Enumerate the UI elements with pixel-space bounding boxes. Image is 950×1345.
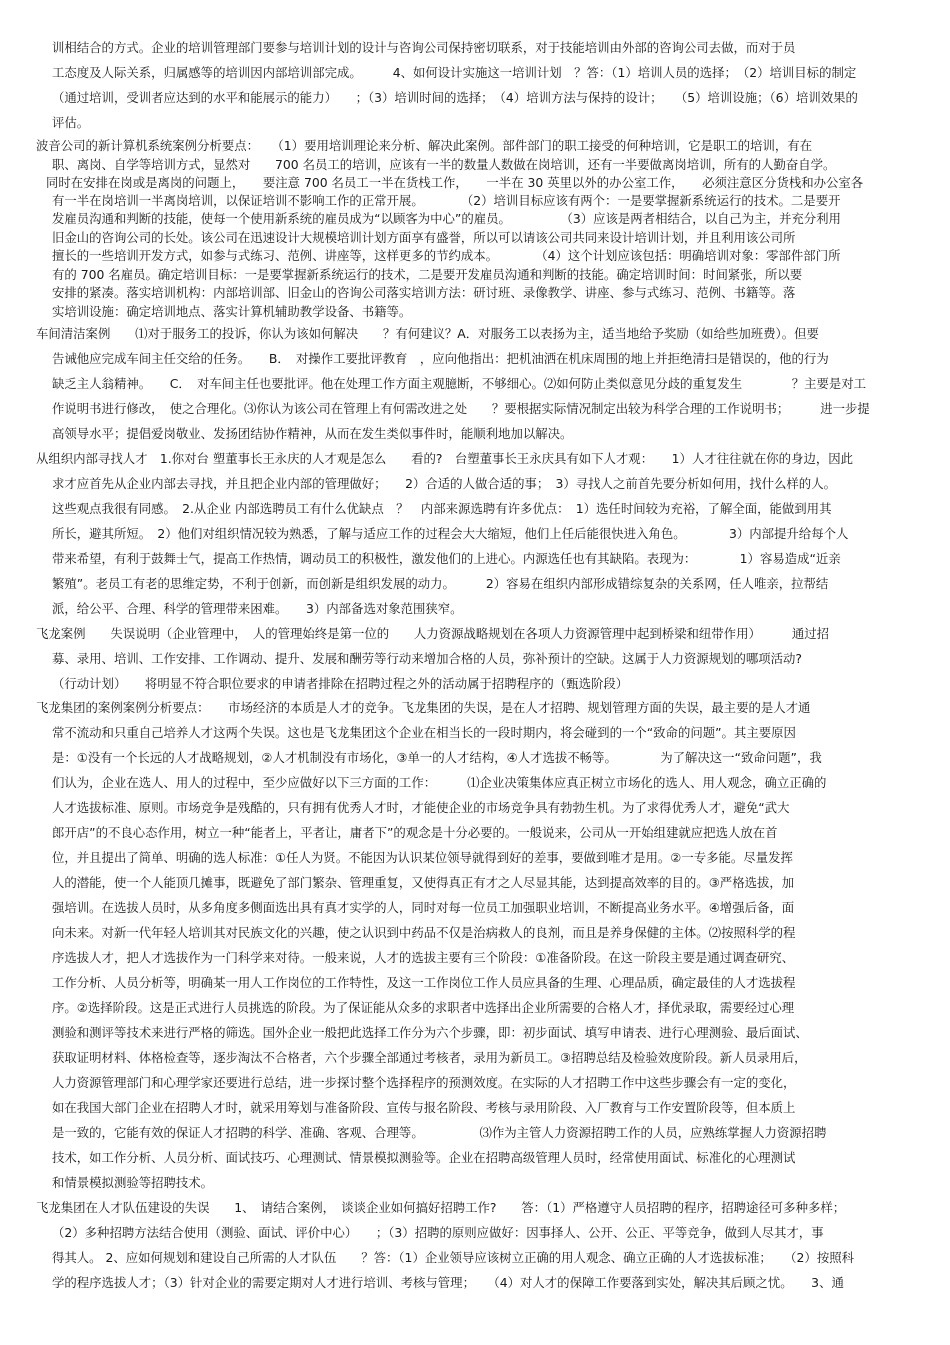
text-line: 高领导水平；提倡爱岗敬业、发扬团结协作精神，从而在发生类似事件时，能顺利地加以解决。 [52,426,573,441]
text-line: 告诫他应完成车间主任交给的任务。 B． 对操作工要批评教育 ，应向他指出：把机油洒在机床周围的地上并拒绝清扫是错误的，他的行为 [52,351,829,366]
text-line: 人的潜能，使一个人能顶几摊事，既避免了部门繁杂、管理重复，又使得真正有才之人尽显其能，达到提高效率的目的。③严格选拔，加 [52,875,795,890]
text-line: 如在我国大部门企业在招聘人才时，就采用筹划与准备阶段、宣传与报名阶段、考核与录用阶段、入厂教育与工作安置阶段等，但本质上 [52,1100,796,1115]
text-line: 作说明书进行修改， 使之合理化。⑶你认为该公司在管理上有何需改进之处 ？要根据实际情况制定出较为科学合理的工作说明书； 进一步提 [52,401,870,416]
text-line: 繁殖”。老员工有老的思维定势，不利于创新，而创新是组织发展的动力。 2）容易在组织内部形成错综复杂的关系网，任人唯亲，拉帮结 [52,576,829,591]
text-line: 和情景模拟测验等招聘技术。 [52,1175,214,1190]
text-line: 是一致的，它能有效的保证人才招聘的科学、准确、客观、合理等。 ⑶作为主管人力资源招聘工作的人员，应熟练掌握人力资源招聘 [52,1125,827,1140]
text-line: 旧金山的咨询公司的长处。该公司在迅速设计大规模培训计划方面享有盛誉，所以可以请该公司共同来设计培训计划，并且利用该公司所 [52,230,796,245]
text-line: 车间清洁案例 ⑴对于服务工的投诉，你认为该如何解决 ？有何建议？A．对服务工以表扬为主，适当地给予奖励（如给些加班费）。但要 [36,326,819,341]
text-line: 波音公司的新计算机系统案例分析要点： （1）要用培训理论来分析、解决此案例。部件部门的职工接受的何种培训，它是职工的培训，有在 [36,138,813,153]
text-line: 求才应首先从企业内部去寻找，并且把企业内部的管理做好； 2）合适的人做合适的事； 3）寻找人之前首先要分析如何用，找什么样的人。 [52,476,836,491]
text-line: 发雇员沟通和判断的技能，使每一个使用新系统的雇员成为“以顾客为中心”的雇员。 （3）应该是两者相结合，以自己为主，并充分利用 [52,211,841,226]
text-line: 训相结合的方式。企业的培训管理部门要参与培训计划的设计与咨询公司保持密切联系，对于技能培训由外部的咨询公司去做，而对于员 [52,40,796,55]
text-line: 安排的紧凑。落实培训机构：内部培训部、旧金山的咨询公司落实培训方法：研讨班、录像教学、讲座、参与式练习、范例、书籍等。落 [52,285,796,300]
text-line: 同时在安排在岗或是离岗的问题上， 要注意 700 名员工一半在货栈工作， 一半在 30 英里以外的办公室工作， 必须注意区分货栈和办公室各 [46,175,864,190]
text-line: 得其人。 2、应如何规划和建设自己所需的人才队伍 ？答：（1）企业领导应该树立正确的用人观念、确立正确的人才选拔标准； （2）按照科 [52,1250,854,1265]
text-line: 飞龙集团的案例案例分析要点： 市场经济的本质是人才的竞争。飞龙集团的失误，是在人才招聘、规划管理方面的失误，最主要的是人才通 [36,700,811,715]
text-line: 学的程序选拔人才；（3）针对企业的需要定期对人才进行培训、考核与管理； （4）对人才的保障工作要落到实处，解决其后顾之忧。 3、通 [52,1275,844,1290]
text-line: 向未来。对新一代年轻人培训其对民族文化的兴趣，使之认识到中药品不仅是治病救人的良剂，而且是养身保健的主体。⑵按照科学的程 [52,925,796,940]
text-line: 这些观点我很有同感。 2.从企业 内部选聘员工有什么优缺点 ？ 内部来源选聘有许多优点： 1）选任时间较为充裕，了解全面，能做到用其 [52,501,832,516]
text-line: 带来希望，有利于鼓舞士气，提高工作热情，调动员工的积极性，激发他们的上进心。内源选任也有其缺陷。表现为： 1）容易造成“近亲 [52,551,841,566]
text-line: （行动计划） 将明显不符合职位要求的申请者排除在招聘过程之外的活动属于招聘程序的（甄选阶段） [52,676,629,691]
text-line: 飞龙集团在人才队伍建设的失误 1、 请结合案例， 谈谈企业如何搞好招聘工作? 答：（1）严格遵守人员招聘的程序，招聘途径可多种多样； [36,1200,846,1215]
text-line: 人才选拔标准、原则。市场竞争是残酷的，只有拥有优秀人才时，才能使企业的市场竞争具有勃勃生机。为了求得优秀人才，避免“武大 [52,800,790,815]
text-line: 派，给公平、合理、科学的管理带来困难。 3）内部备选对象范围狭窄。 [52,601,463,616]
text-line: 强培训。在选拔人员时，从多角度多侧面选出具有真才实学的人，同时对每一位员工加强职业培训，不断提高业务水平。④增强后备，面 [52,900,795,915]
text-line: 序选拔人才，把人才选拔作为一门科学来对待。一般来说，人才的选拔主要有三个阶段：①准备阶段。在这一阶段主要是通过调查研究、 [52,950,795,965]
text-line: 们认为，企业在选人、用人的过程中，至少应做好以下三方面的工作： ⑴企业决策集体应真正树立市场化的选人、用人观念，确立正确的 [52,775,827,790]
text-line: 实培训设施：确定培训地点、落实计算机辅助教学设备、书籍等。 [52,304,412,319]
text-line: 获取证明材料、体格检查等，逐步淘汰不合格者，六个步骤全部通过考核者，录用为新员工。③招聘总结及检验效度阶段。新人员录用后， [52,1050,807,1065]
text-line: 所长，避其所短。 2）他们对组织情况较为熟悉，了解与适应工作的过程会大大缩短，他们上任后能很快进入角色。 3）内部提升给每个人 [52,526,849,541]
text-line: 缺乏主人翁精神。 C． 对车间主任也要批评。他在处理工作方面主观臆断，不够细心。⑵如何防止类似意见分歧的重复发生 ？主要是对工 [52,376,867,391]
text-line: 有一半在岗培训一半离岗培训，以保证培训不影响工作的正常开展。 （2）培训目标应该有两个：一是要掌握新系统运行的技术。二是要开 [52,193,841,208]
text-line: （2）多种招聘方法结合使用（测验、面试、评价中心） ；（3）招聘的原则应做好：因事择人、公开、公正、平等竞争，做到人尽其才，事 [52,1225,824,1240]
text-line: 擅长的一些培训开发方式，如参与式练习、范例、讲座等，这样更多的节约成本。 （4）这个计划应该包括：明确培训对象：零部件部门所 [52,248,841,263]
text-line: 职、离岗、自学等培训方式，显然对 700 名员工的培训，应该有一半的数量人数做在岗培训，还有一半要做离岗培训，所有的人勤奋自学。 [52,157,836,172]
text-line: 从组织内部寻找人才 1.你对台 塑董事长王永庆的人才观是怎么 看的? 台塑董事长王永庆具有如下人才观： 1）人才往往就在你的身边，因此 [36,451,854,466]
text-line: 工作分析、人员分析等，明确某一用人工作岗位的工作特性，及这一工作岗位工作人员应具备的生理、心理品质，确定最佳的人才选拔程 [52,975,796,990]
text-line: 序。②选择阶段。这是正式进行人员挑选的阶段。为了保证能从众多的求职者中选择出企业所需要的合格人才，择优录取，需要经过心理 [52,1000,795,1015]
text-line: 位，并且提出了简单、明确的选人标准：①任人为贤。不能因为认识某位领导就得到好的差事，要做到唯才是用。②一专多能。尽量发挥 [52,850,793,865]
text-line: 常不流动和只重自己培养人才这两个失误。这也是飞龙集团这个企业在相当长的一段时期内，将会碰到的一个“致命的问题”。其主要原因 [52,725,796,740]
text-line: 募、录用、培训、工作安排、工作调动、提升、发展和酬劳等行动来增加合格的人员，弥补预计的空缺。这属于人力资源规划的哪项活动? [52,651,803,666]
text-line: 是：①没有一个长远的人才战略规划，②人才机制没有市场化，③单一的人才结构，④人才选拔不畅等。 为了解决这一“致命问题”，我 [52,750,822,765]
text-line: 郎开店”的不良心态作用，树立一种“能者上，平者让，庸者下”的观念是十分必要的。一般说来，公司从一开始组建就应把选人放在首 [52,825,778,840]
text-line: 评估。 [52,115,90,130]
text-line: 人力资源管理部门和心理学家还要进行总结，进一步探讨整个选择程序的预测效度。在实际的人才招聘工作中这些步骤会有一定的变化， [52,1075,796,1090]
text-line: 测验和测评等技术来进行严格的筛选。国外企业一般把此选择工作分为六个步骤，即：初步面试、填写申请表、进行心理测验、最后面试、 [52,1025,808,1040]
text-line: （通过培训，受训者应达到的水平和能展示的能力） ；（3）培训时间的选择； （4）培训方法与保持的设计； （5）培训设施；（6）培训效果的 [52,90,858,105]
text-line: 有的 700 名雇员。确定培训目标：一是要掌握新系统运行的技术，二是要开发雇员沟通和判断的技能。确定培训时间：时间紧张，所以要 [52,267,803,282]
text-line: 工态度及人际关系，归属感等的培训因内部培训部完成。 4、如何设计实施这一培训计划 ？答：（1）培训人员的选择； （2）培训目标的制定 [52,65,857,80]
text-line: 技术，如工作分析、人员分析、面试技巧、心理测试、情景模拟测验等。企业在招聘高级管理人员时，经常使用面试、标准化的心理测试 [52,1150,796,1165]
text-line: 飞龙案例 失误说明（企业管理中， 人的管理始终是第一位的 人力资源战略规划在各项人力资源管理中起到桥梁和纽带作用） 通过招 [36,626,829,641]
